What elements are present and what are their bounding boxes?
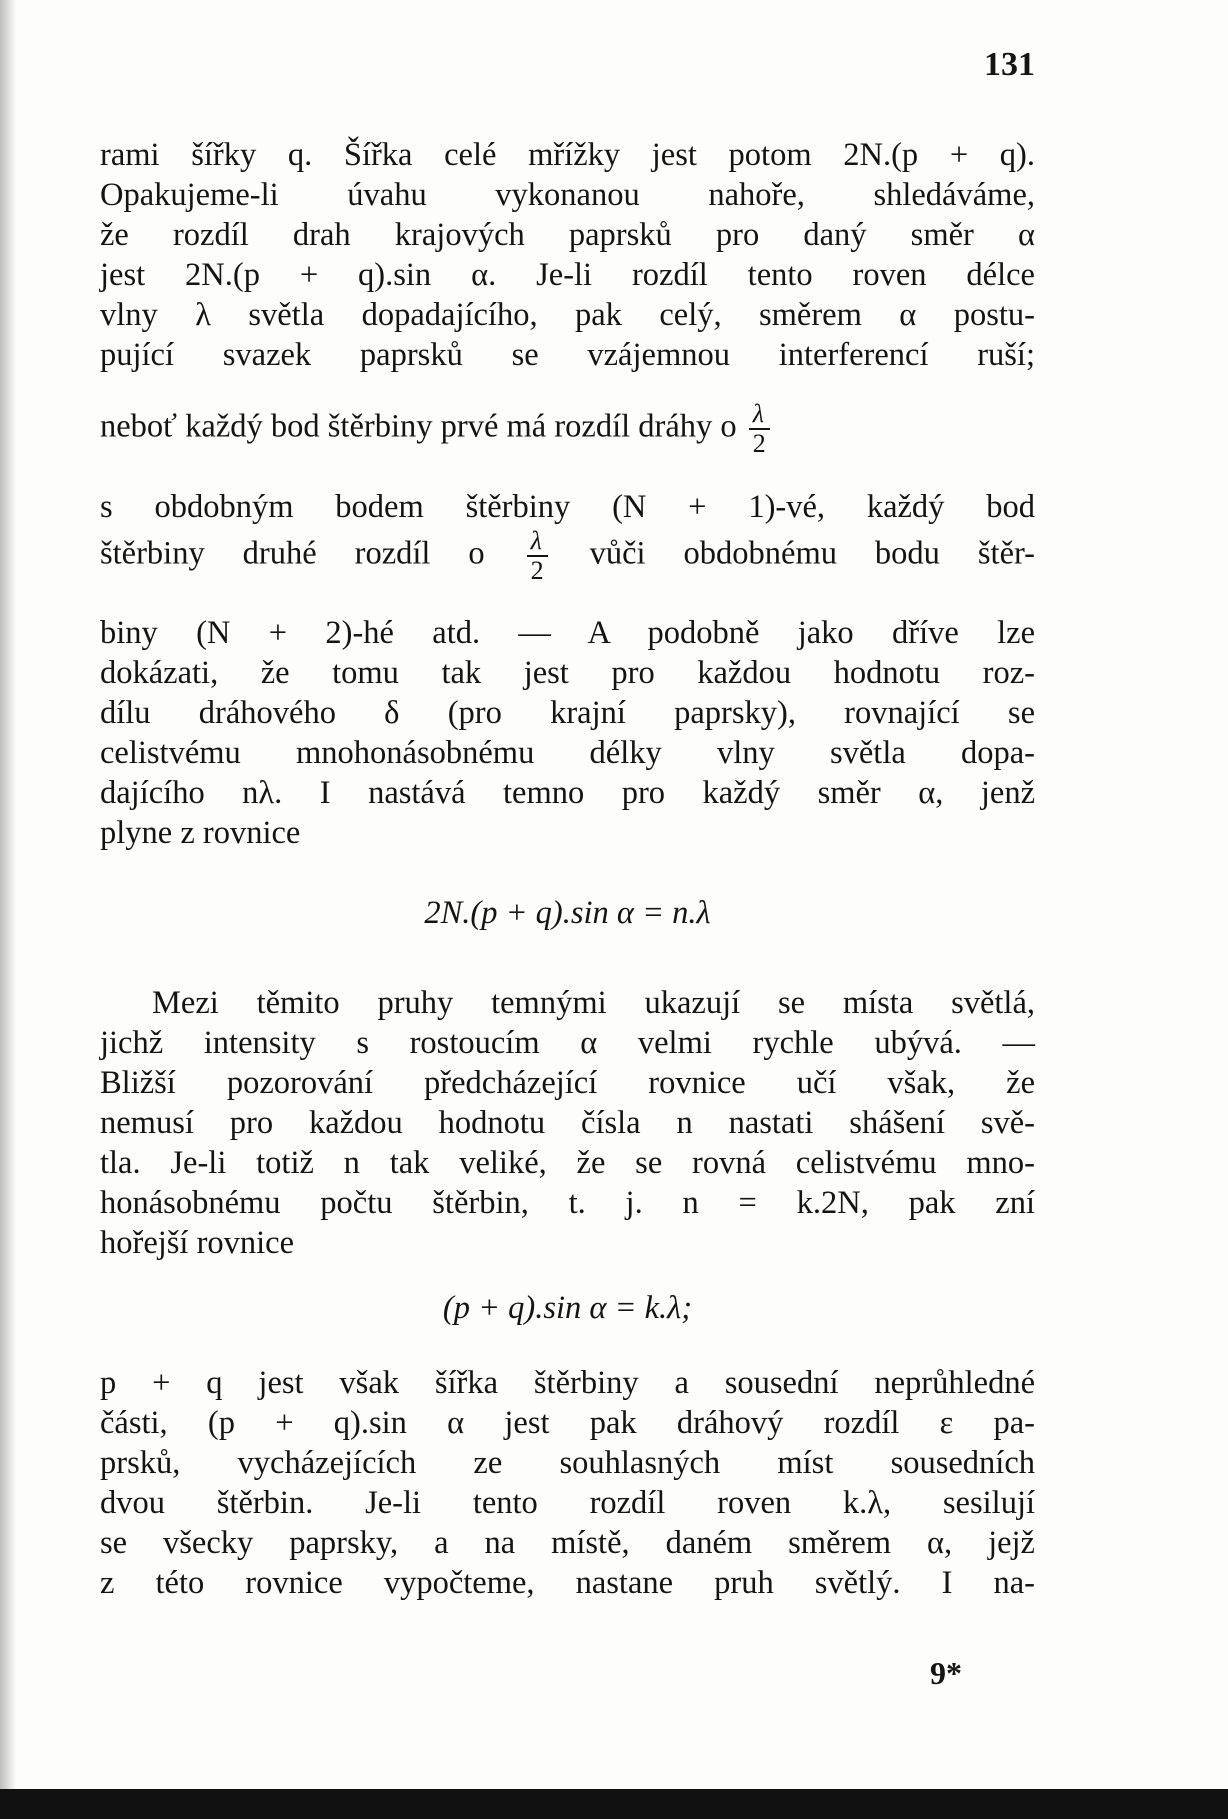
signature-mark: 9* <box>930 1655 962 1691</box>
text-line: dokázati, že tomu tak jest pro každou hodnotu roz- <box>100 655 1035 691</box>
fraction-denominator: 2 <box>530 556 544 585</box>
text-line: dvou štěrbin. Je-li tento rozdíl roven k.λ, sesilují <box>100 1485 1035 1521</box>
text-line: hořejší rovnice <box>100 1225 295 1261</box>
fraction-line-text-after: vůči obdobnému bodu štěr- <box>589 535 1035 572</box>
text-line: tla. Je-li totiž n tak veliké, že se rovná celistvému mno- <box>100 1145 1035 1181</box>
text-line: se všecky paprsky, a na místě, daném směrem α, jejž <box>100 1525 1035 1561</box>
fraction-lambda-half <box>527 527 548 585</box>
text-line: prsků, vycházejících ze souhlasných míst sousedních <box>100 1445 1035 1481</box>
fraction-line-text-before: štěrbiny druhé rozdíl o <box>100 535 485 572</box>
text-line: nemusí pro každou hodnotu čísla n nastati shášení svě- <box>100 1105 1035 1141</box>
text-line: vlny λ světla dopadajícího, pak celý, směrem α postu- <box>100 297 1035 333</box>
text-line: pující svazek paprsků se vzájemnou interferencí ruší; <box>100 337 1035 373</box>
text-line: Opakujeme-li úvahu vykonanou nahoře, shledáváme, <box>100 177 1035 213</box>
text-line <box>100 526 1035 585</box>
text-line: dajícího nλ. I nastává temno pro každý směr α, jenž <box>100 775 1035 811</box>
text-line: p + q jest však šířka štěrbiny a sousední neprůhledné <box>100 1365 1035 1401</box>
text-line <box>100 399 1035 458</box>
fraction-numerator: λ <box>527 527 548 557</box>
text-line: celistvému mnohonásobnému délky vlny světla dopa- <box>100 735 1035 771</box>
text-line: biny (N + 2)-hé atd. — A podobně jako dříve lze <box>100 615 1035 651</box>
text-line: že rozdíl drah krajových paprsků pro daný směr α <box>100 217 1035 253</box>
fraction-denominator: 2 <box>752 429 766 458</box>
text-line: dílu dráhového δ (pro krajní paprsky), rovnající se <box>100 695 1035 731</box>
text-line: Mezi těmito pruhy temnými ukazují se místa světlá, <box>152 985 1035 1021</box>
scan-bottom-edge <box>0 1789 1228 1819</box>
fraction-line-1 <box>100 375 1035 458</box>
text-line: Bližší pozorování předcházející rovnice učí však, že <box>100 1065 1035 1101</box>
fraction-lambda-half <box>749 400 770 458</box>
paragraph-2 <box>100 983 1035 1263</box>
fraction-line-text: neboť každý bod štěrbiny prvé má rozdíl dráhy o <box>100 408 737 445</box>
paragraph-3 <box>100 1363 1035 1603</box>
text-line: plyne z rovnice <box>100 815 301 851</box>
fraction-line-2 <box>100 478 1035 585</box>
text-line: honásobnému počtu štěrbin, t. j. n = k.2N, pak zní <box>100 1185 1035 1221</box>
page-gutter-shadow <box>0 0 16 1789</box>
paragraph-1-continued <box>100 613 1035 853</box>
text-line: rami šířky q. Šířka celé mřížky jest potom 2N.(p + q). <box>100 137 1035 173</box>
text-line: jichž intensity s rostoucím α velmi rychle ubývá. — <box>100 1025 1035 1061</box>
paragraph-1 <box>100 135 1035 375</box>
equation-2: (p + q).sin α = k.λ; <box>442 1290 693 1326</box>
text-line: s obdobným bodem štěrbiny (N + 1)-vé, každý bod <box>100 489 1035 525</box>
text-line: z této rovnice vypočteme, nastane pruh světlý. I na- <box>100 1565 1035 1601</box>
text-line: části, (p + q).sin α jest pak dráhový rozdíl ε pa- <box>100 1405 1035 1441</box>
text-line: jest 2N.(p + q).sin α. Je-li rozdíl tento roven délce <box>100 257 1035 293</box>
equation-1: 2N.(p + q).sin α = n.λ <box>424 895 711 931</box>
page-number: 131 <box>984 46 1035 83</box>
fraction-numerator: λ <box>749 400 770 430</box>
